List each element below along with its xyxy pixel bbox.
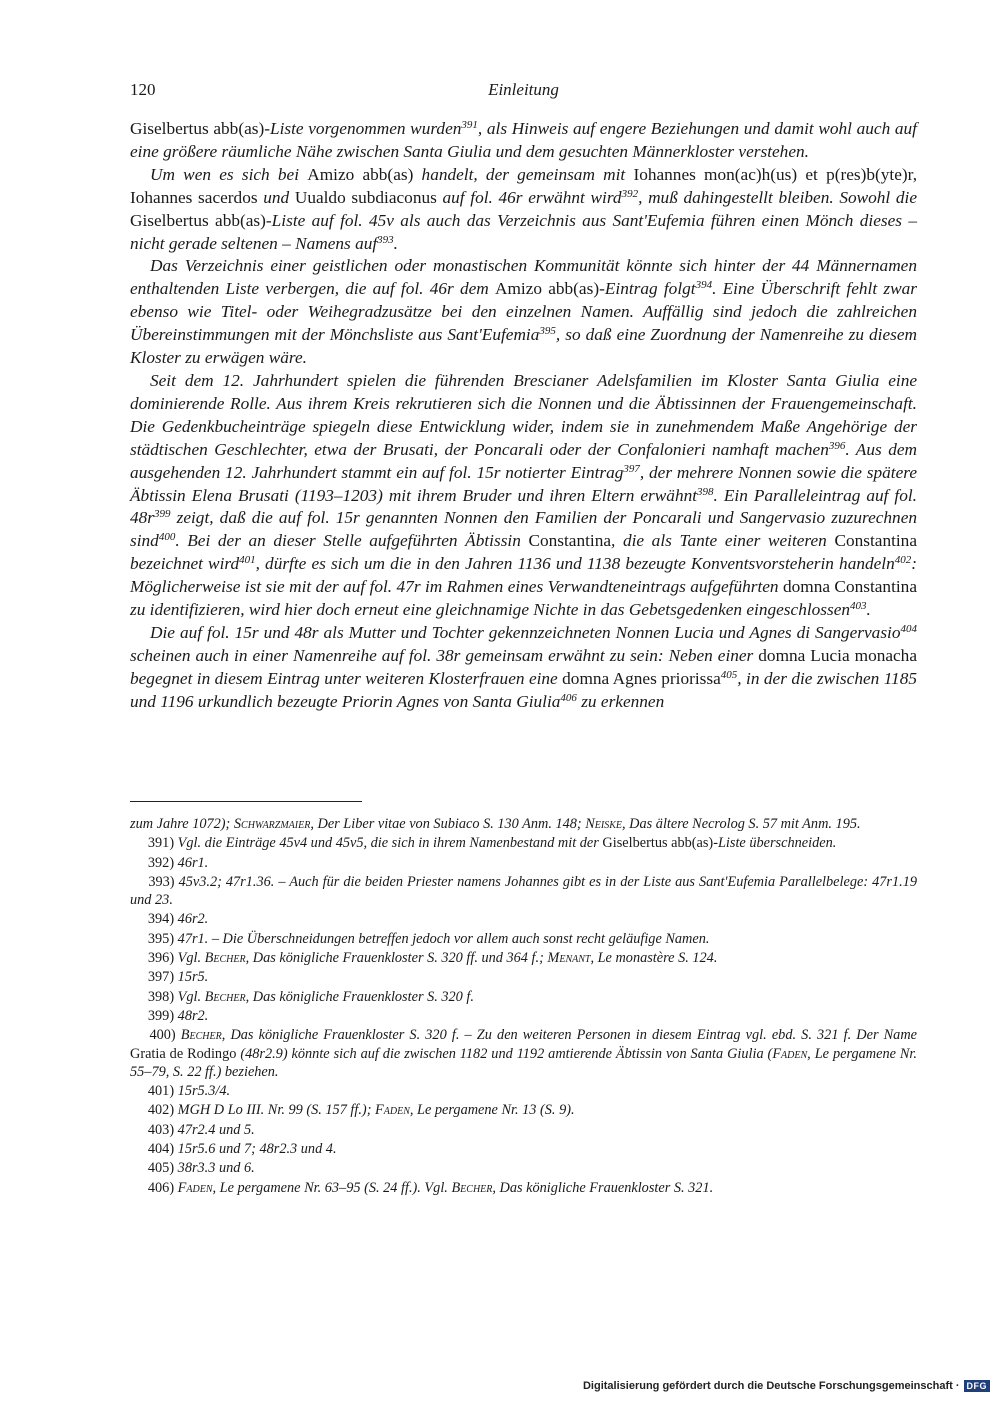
main-text [130,118,917,714]
italic-text: auf fol. 46r erwähnt wird [436,187,622,207]
paragraph-1 [130,118,917,164]
footnote-number: 400) [149,1027,176,1044]
italic-text: : Möglicherweise ist sie mit der auf fol. 47r im Rahmen eines Verwandteneintrags aufgeführten [130,554,917,597]
italic-text: Seit dem 12. Jahrhundert spielen die führenden Brescianer Adelsfamilien im Kloster Santa Giulia eine dominierende Rolle. Aus ihrem Kreis rekrutieren sich die Nonnen und die Äbtissinnen der Frauengemeinschaft. Die Gedenkbucheinträge spiegeln diese Entwicklung wider, indem sie in zunehmendem Maße Angehörige der städtischen Geschlechter, etwa der Brusati, der Poncarali oder der Confalonieri namhaft machen [130,370,917,459]
footnote-403: 403) 47r2.4 und 5. [147,1121,255,1138]
italic-text: , als Hinweis auf engere Beziehungen und damit wohl auch auf eine größere räumliche Nähe zwischen Santa Giulia und dem gesuchten Männerkloster verstehen. [130,119,917,161]
italic-text: -Liste auf fol. 45v als auch das Verzeichnis aus Sant'Eufemia führen einen Mönch dieses – nicht gerade seltenen – Namens auf [130,210,917,253]
paragraph-4 [130,370,917,622]
footnote-ref: 398 [697,485,714,498]
page-number: 120 [130,80,156,99]
footnote-number: 391) [147,835,175,852]
author-name: Schwarzmaier [233,816,311,832]
footnote-401: 401) 15r5.3/4. [147,1083,231,1100]
footnote-396: 396) Vgl. Becher, Das königliche Frauenkloster S. 320 ff. und 364 f.; Menant, Le monastère S. 124. [147,950,718,967]
footnote-392: 392) 46r1. [147,854,209,871]
footnotes [130,815,917,1198]
footnote-number: 393) [148,873,175,890]
footnote-ref: 395 [539,325,556,338]
footnote-number: 392) [147,854,175,871]
footnote-ref: 401 [239,554,256,567]
footnote-ref: 392 [621,187,639,200]
italic-text: , muß dahingestellt bleiben. Sowohl die [638,187,918,207]
footnote-394: 394) 46r2. [147,911,209,928]
author-name: Neiske [585,816,623,832]
italic-text: zu identifizieren, wird hier doch erneut eine gleichnamige Nichte in das Gebetsgedenken eingeschlossen [130,600,851,620]
italic-text: , die als Tante einer weiteren [611,531,835,551]
footnote-398: 398) Vgl. Becher, Das königliche Frauenkloster S. 320 f. [147,988,474,1005]
italic-text: zu erkennen [576,691,665,711]
footnote-ref: 400 [158,531,176,544]
credit-text: Digitalisierung gefördert durch die Deutsche Forschungsgemeinschaft · [582,1380,960,1392]
italic-text: . [866,600,871,620]
italic-text: und [257,187,295,207]
dfg-logo: DFG [964,1380,991,1392]
footnote-404: 404) 15r5.6 und 7; 48r2.3 und 4. [147,1141,337,1158]
footnote-number: 397) [147,969,175,986]
italic-text: , so daß eine Zuordnung der Namenreihe zu diesem Kloster zu erwägen wäre. [130,325,917,368]
author-name: Faden [177,1179,213,1196]
footnote-ref: 402 [894,554,912,567]
italic-text: . Eine Überschrift fehlt zwar ebenso wie Titel- oder Weihegradzusätze bei den einzelnen Namen. Auffällig sind jedoch die zahlreichen Übereinstimmungen mit der Mönchsliste aus Sant'Eufemia [130,279,917,345]
author-name: Faden [772,1045,808,1062]
roman-text: Giselbertus abb(as) [130,119,265,138]
footnote-ref: 393 [377,233,394,246]
footnote-405: 405) 38r3.3 und 6. [147,1160,255,1177]
footnote-400: 400) Becher, Das königliche Frauenkloster S. 320 f. – Zu den weiteren Personen in diesem Eintrag vgl. ebd. S. 321 f. Der Name Gratia de Rodingo (48r2.9) könnte sich auf die zwischen 1182 und 1192 amtierende Äbtissin von Santa Giulia (Faden, Le pergamene Nr. 55–79, S. 22 ff.) beziehen. [130,1027,918,1080]
footnote-number: 404) [147,1141,175,1158]
footnote-ref: 403 [850,600,867,613]
roman-text: Uualdo subdiaconus [294,187,437,207]
roman-text: domna Agnes priorissa [562,668,721,688]
footnote-divider [130,801,362,802]
footnote-number: 405) [147,1160,175,1177]
footnote-ref: 397 [623,462,640,475]
roman-text: Amizo abb(as) [494,279,600,299]
footnote-393: 393) 45v3.2; 47r1.36. – Auch für die beiden Priester namens Johannes gibt es in der Liste aus Sant'Eufemia Parallelbelege: 47r1.19 und 23. [130,873,917,909]
footnote-ref: 394 [695,279,713,292]
digitization-credit [583,1378,990,1394]
footnote-ref: 404 [900,622,917,635]
paragraph-5 [130,622,917,714]
italic-text: -Eintrag folgt [599,279,696,299]
italic-text: scheinen auch in einer Namenreihe auf fol. 38r gemeinsam erwähnt zu sein: Neben einer [130,645,759,665]
italic-text: . [393,233,398,253]
footnote-ref: 405 [720,668,738,681]
roman-text: Constantina [834,531,917,551]
italic-text: , der mehrere Nonnen sowie die spätere Äbtissin Elena Brusati (1193–1203) mit ihrem Bruder und ihren Eltern erwähnt [130,462,917,505]
footnote-ref: 396 [828,439,846,452]
author-name: Becher [451,1179,493,1196]
roman-text: Constantina [528,531,612,551]
roman-text: Giselbertus abb(as) [130,210,266,230]
roman-text: Iohannes mon(ac)h(us) [633,164,798,184]
footnote-397: 397) 15r5. [147,969,209,986]
italic-text: . Aus dem ausgehenden 12. Jahrhundert stammt ein auf fol. 15r notierter Eintrag [130,439,917,482]
footnote-number: 403) [147,1121,175,1138]
footnote-399: 399) 48r2. [147,1007,209,1024]
footnote-number: 395) [147,930,175,947]
italic-text: begegnet in diesem Eintrag unter weiteren Klosterfrauen eine [130,668,563,688]
footnote-number: 401) [147,1083,175,1100]
italic-text: bezeichnet wird [130,554,240,574]
italic-text: Das Verzeichnis einer geistlichen oder monastischen Kommunität könnte sich hinter der 44 Männernamen enthaltenden Liste verbergen, die auf fol. 46r dem [130,256,917,299]
italic-text: , in der die zwischen 1185 und 1196 urkundlich bezeugte Priorin Agnes von Santa Giulia [130,668,917,711]
footnote-ref: 399 [154,508,171,521]
footnote-ref: 391 [461,119,478,131]
italic-text: Die auf fol. 15r und 48r als Mutter und Tochter gekennzeichneten Nonnen Lucia und Agnes di Sangervasio [150,622,901,642]
italic-text: Um wen es sich bei [150,164,308,184]
italic-text: handelt, der gemeinsam mit [413,164,634,184]
roman-text: Amizo abb(as) [307,164,414,184]
author-name: Becher [204,950,246,967]
footnote-number: 394) [147,911,175,928]
italic-text: -Liste vorgenommen wurden [264,119,462,138]
footnote-395: 395) 47r1. – Die Überschneidungen betreffen jedoch vor allem auch sonst recht geläufige Namen. [147,930,710,947]
author-name: Becher [204,988,246,1005]
italic-text: , dürfte es sich um die in den Jahren 1136 und 1138 bezeugte Konventsvorsteherin handeln [255,554,895,574]
author-name: Menant [547,950,591,967]
author-name: Becher [180,1027,222,1044]
paragraph-3 [130,255,917,370]
author-name: Faden [375,1102,410,1119]
footnote-number: 396) [147,950,175,967]
footnote-ref: 406 [560,691,577,704]
roman-text: domna Constantina [782,577,917,597]
footnote-402: 402) MGH D Lo III. Nr. 99 (S. 157 ff.); Faden, Le pergamene Nr. 13 (S. 9). [147,1102,575,1119]
footnote-number: 402) [147,1102,175,1119]
page-header [130,80,917,106]
footnote-391: 391) Vgl. die Einträge 45v4 und 45v5, die sich in ihrem Namenbestand mit der Giselbertus abb(as)-Liste überschneiden. [147,835,837,852]
paragraph-2 [130,164,917,256]
roman-text: domna Lucia monacha [758,645,917,665]
footnote-406: 406) Faden, Le pergamene Nr. 63–95 (S. 24 ff.). Vgl. Becher, Das königliche Frauenkloster S. 321. [147,1179,714,1196]
footnote-number: 399) [147,1007,175,1024]
italic-text: zeigt, daß die auf fol. 15r genannten Nonnen den Familien der Poncarali und Sangervasio zuzurechnen sind [130,508,917,551]
italic-text: . Bei der an dieser Stelle aufgeführten Äbtissin [175,531,529,551]
roman-text: p(res)b(yte)r, Iohannes sacerdos [130,164,918,207]
italic-text: . Ein Paralleleintrag auf fol. 48r [130,485,917,528]
footnote-number: 398) [147,988,175,1005]
running-head: Einleitung [488,80,559,99]
footnote-number: 406) [147,1179,175,1196]
footnote-continuation: zum Jahre 1072); Schwarzmaier, Der Liber vitae von Subiaco S. 130 Anm. 148; Neiske, Das ältere Necrolog S. 57 mit Anm. 195. [130,816,861,832]
roman-text: et [797,164,827,184]
